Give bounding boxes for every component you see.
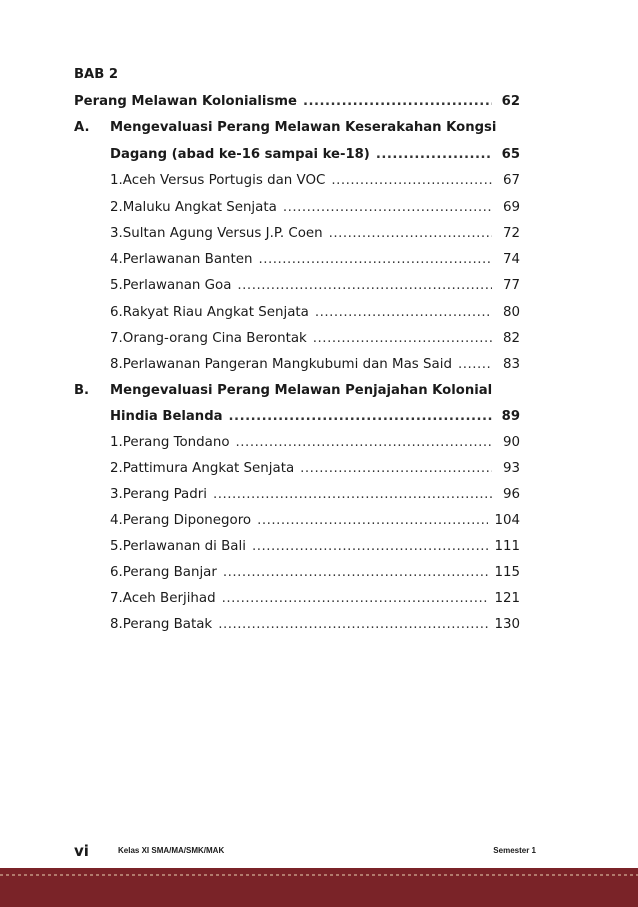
dot-leader: [313, 328, 492, 350]
toc-item[interactable]: 5. Perlawanan di Bali ..... 111: [110, 536, 520, 558]
dot-leader: [458, 354, 492, 376]
dot-leader: [218, 614, 488, 636]
section-a-marker: A.: [74, 120, 90, 135]
dot-leader: [303, 91, 492, 113]
toc-item[interactable]: 3. Perang Padri ..... 96: [110, 484, 520, 506]
dot-leader: [283, 197, 492, 219]
footer-page-number: vi: [74, 842, 89, 860]
toc-item[interactable]: 8. Perang Batak ..... 130: [110, 614, 520, 636]
toc-item[interactable]: 3. Sultan Agung Versus J.P. Coen ..... 72: [110, 223, 520, 245]
toc-item[interactable]: 2. Maluku Angkat Senjata ..... 69: [110, 197, 520, 219]
section-b-page: 89: [501, 409, 520, 424]
dot-leader: [222, 588, 489, 610]
toc-item[interactable]: 7. Aceh Berjihad ..... 121: [110, 588, 520, 610]
footer-book-title: Kelas XI SMA/MA/SMK/MAK: [118, 846, 225, 855]
section-a-heading: [74, 117, 520, 139]
section-a-title-line2: Dagang (abad ke-16 sampai ke-18): [110, 147, 370, 162]
toc-item[interactable]: 5. Perlawanan Goa ..... 77: [110, 275, 520, 297]
toc-item[interactable]: 6. Perang Banjar ..... 115: [110, 562, 520, 584]
section-b-heading: [74, 380, 520, 402]
toc-item[interactable]: 7. Orang-orang Cina Berontak ..... 82: [110, 328, 520, 350]
section-b-title-line1: Mengevaluasi Perang Melawan Penjajahan Kolonial: [110, 383, 493, 398]
toc-item[interactable]: 2. Pattimura Angkat Senjata ..... 93: [110, 458, 520, 480]
dot-leader: [229, 406, 492, 428]
section-b-entry[interactable]: [110, 406, 520, 428]
chapter-label: BAB 2: [74, 67, 119, 82]
dot-leader: [329, 223, 492, 245]
chapter-entry[interactable]: [74, 91, 520, 113]
page-footer: [74, 840, 536, 860]
toc-item[interactable]: 4. Perang Diponegoro ..... 104: [110, 510, 520, 532]
section-a-entry[interactable]: [110, 144, 520, 166]
toc-item[interactable]: 4. Perlawanan Banten ..... 74: [110, 249, 520, 271]
dot-leader: [213, 484, 492, 506]
dot-leader: [236, 432, 492, 454]
dot-leader: [376, 144, 492, 166]
chapter-page: 62: [501, 94, 520, 109]
section-a-page: 65: [501, 147, 520, 162]
chapter-title: Perang Melawan Kolonialisme: [74, 94, 297, 109]
dot-leader: [259, 249, 493, 271]
dot-leader: [257, 510, 488, 532]
footer-semester: Semester 1: [493, 846, 536, 855]
dot-leader: [252, 536, 488, 558]
footer-band-stitch: [0, 874, 638, 876]
dot-leader: [223, 562, 489, 584]
section-a-title-line1: Mengevaluasi Perang Melawan Keserakahan Kongsi: [110, 120, 497, 135]
footer-band: [0, 868, 638, 907]
section-b-marker: B.: [74, 383, 90, 398]
dot-leader: [300, 458, 492, 480]
dot-leader: [315, 302, 492, 324]
toc-item[interactable]: 1. Aceh Versus Portugis dan VOC ..... 67: [110, 170, 520, 192]
dot-leader: [331, 170, 492, 192]
toc-item[interactable]: 6. Rakyat Riau Angkat Senjata ..... 80: [110, 302, 520, 324]
toc-item[interactable]: 8. Perlawanan Pangeran Mangkubumi dan Mas Said ..... 83: [110, 354, 520, 376]
toc-item[interactable]: 1. Perang Tondano ..... 90: [110, 432, 520, 454]
dot-leader: [237, 275, 492, 297]
section-b-title-line2: Hindia Belanda: [110, 409, 223, 424]
